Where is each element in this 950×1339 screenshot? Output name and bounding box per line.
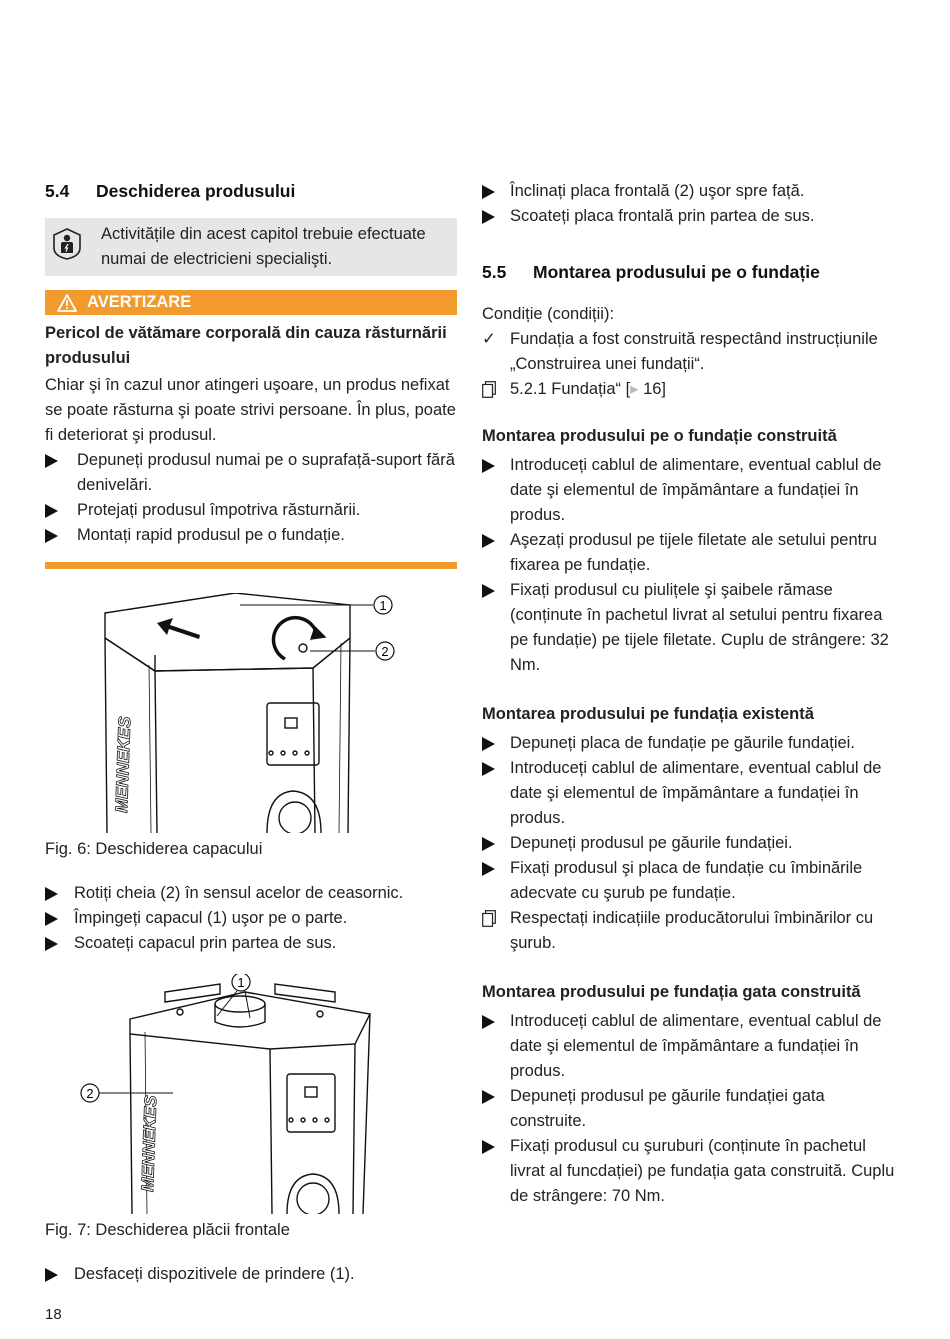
steps-list-a [45,881,457,956]
triangle-bullet-icon [482,1134,510,1209]
electrician-icon [53,222,101,272]
callout-1: 1 [379,598,387,613]
list-item-text: Introduceți cablul de alimentare, eventual cablul de date şi elementul de împământare a fundației în produs. [510,456,882,524]
warning-list [45,448,457,548]
warning-label: AVERTIZARE [87,293,192,311]
list-item-text: Depuneți produsul pe găurile fundației gata construite. [510,1087,825,1130]
list-item [482,756,897,831]
list-item [45,1262,457,1287]
list-item-text: Depuneți produsul pe găurile fundației. [510,834,793,852]
list-item [482,731,897,756]
triangle-bullet-icon [45,523,77,548]
steps-list-b [45,1262,457,1287]
page-ref-arrow-icon: ▸ [630,380,639,398]
section-title: Montarea produsului pe o fundație [533,262,820,282]
warning-title: Pericol de vătămare corporală din cauza răsturnării produsului [45,324,447,367]
triangle-bullet-icon [482,453,510,528]
list-item-text: Desfaceți dispozitivele de prindere (1). [74,1265,355,1283]
list-item [45,881,457,906]
charger-top-illustration [45,593,457,833]
list-item [45,906,457,931]
triangle-bullet-icon [482,1084,510,1134]
note-text: Activitățile din acest capitol trebuie efectuate numai de electricieni specialişti. [101,225,426,268]
triangle-bullet-icon [482,528,510,578]
list-item [482,453,897,528]
triangle-bullet-icon [45,448,77,498]
list-item-text: Introduceți cablul de alimentare, eventual cablul de date şi elementul de împământare a fundației în produs. [510,1012,882,1080]
list-item-text: Respectați indicațiile producătorului îmbinărilor cu şurub. [510,909,874,952]
subsection-title-2: Montarea produsului pe fundația existentă [482,705,814,723]
list-item [482,906,897,956]
triangle-bullet-icon [482,204,510,229]
checkmark-icon: ✓ [482,330,496,348]
right-column [482,178,897,1209]
list-item-text: Fundația a fost construită respectând instrucțiunile „Construirea unei fundații“. [510,330,878,373]
list-item [482,1009,897,1084]
triangle-bullet-icon [45,931,74,956]
document-icon [482,377,510,402]
steps-list-top [482,179,897,229]
document-icon [482,906,510,956]
triangle-bullet-icon [482,578,510,678]
list-item [482,831,897,856]
triangle-bullet-icon [482,856,510,906]
subsection-title-3: Montarea produsului pe fundația gata construită [482,983,861,1001]
list-item [482,179,897,204]
list-item-text: Împingeți capacul (1) uşor pe o parte. [74,909,348,927]
warning-end-rule [45,562,457,569]
triangle-bullet-icon [482,756,510,831]
brand-text [112,716,134,814]
reference-text: 5.2.1 Fundația“ [ [510,380,631,398]
list-item [482,1084,897,1134]
section-title: Deschiderea produsului [96,181,296,201]
list-item-text: Introduceți cablul de alimentare, eventual cablul de date şi elementul de împământare a fundației în produs. [510,759,882,827]
list-item [482,204,897,229]
triangle-bullet-icon [45,881,74,906]
brand-text [138,1095,160,1193]
warning-banner [45,290,457,315]
section-heading-5-5 [482,259,897,285]
triangle-bullet-icon [482,831,510,856]
list-item-text: Înclinați placa frontală (2) uşor spre față. [510,182,805,200]
triangle-bullet-icon [45,906,74,931]
subsection-title-1: Montarea produsului pe o fundație construită [482,427,837,445]
list-item-text: Aşezați produsul pe tijele filetate ale setului pentru fixarea pe fundație. [510,531,877,574]
warning-text: Chiar şi în cazul unor atingeri uşoare, un produs nefixat se poate răsturna şi poate strivi persoane. În plus, poate fi deteriorat şi produsul. [45,376,456,444]
list-item [45,498,457,523]
list-item-text: Depuneți placa de fundație pe găurile fundației. [510,734,855,752]
list-item-text: Scoateți placa frontală prin partea de sus. [510,207,815,225]
left-column [45,178,457,1287]
svg-text:MENNEKES: MENNEKES [112,716,135,814]
svg-text:MENNEKES: MENNEKES [138,1095,161,1193]
figure-6-caption: Fig. 6: Deschiderea capacului [45,840,263,858]
list-item-text: Depuneți produsul numai pe o suprafață-suport fără denivelări. [77,451,455,494]
qualification-note [45,218,457,276]
list-item [482,1134,897,1209]
section-number: 5.4 [45,181,70,201]
figure-6 [45,593,457,833]
triangle-bullet-icon [45,1262,74,1287]
condition-label: Condiție (condiții): [482,305,615,323]
list-item-text: Montați rapid produsul pe o fundație. [77,526,345,544]
list-item-text: Fixați produsul cu şuruburi (conținute în pachetul livrat al funcdației) pe fundația gata construită. Cuplu de strângere: 70 Nm. [510,1137,895,1205]
list-item [482,578,897,678]
list-item-text: Fixați produsul cu piulițele şi şaibele rămase (conținute în pachetul livrat al setului pentru fixarea pe fundație) pe tijele filetate. Cuplu de strângere: 32 Nm. [510,581,889,674]
list-item [45,523,457,548]
triangle-bullet-icon [45,498,77,523]
list-item [482,856,897,906]
figure-7-caption: Fig. 7: Deschiderea plăcii frontale [45,1221,290,1239]
charger-open-illustration [45,974,457,1214]
subsection-3-list [482,1009,897,1209]
callout-1: 1 [237,975,245,990]
warning-triangle-icon [57,294,77,312]
callout-2: 2 [381,644,389,659]
list-item-text: Scoateți capacul prin partea de sus. [74,934,337,952]
triangle-bullet-icon [482,1009,510,1084]
condition-list [482,327,897,402]
reference-page: 16] [643,380,666,398]
list-item [45,931,457,956]
subsection-1-list [482,453,897,678]
callout-2: 2 [86,1086,94,1101]
list-item-text: Rotiți cheia (2) în sensul acelor de ceasornic. [74,884,404,902]
list-item [45,448,457,498]
page-number: 18 [45,1306,62,1323]
list-item-text: Protejați produsul împotriva răsturnării. [77,501,361,519]
section-number: 5.5 [482,262,507,282]
figure-7 [45,974,457,1214]
subsection-2-list [482,731,897,956]
list-item [482,327,897,377]
triangle-bullet-icon [482,179,510,204]
reference-item [482,377,897,402]
list-item [482,528,897,578]
section-heading-5-4 [45,178,457,204]
list-item-text: Fixați produsul şi placa de fundație cu îmbinările adecvate cu şurub pe fundație. [510,859,863,902]
triangle-bullet-icon [482,731,510,756]
reference-link[interactable] [510,377,666,402]
